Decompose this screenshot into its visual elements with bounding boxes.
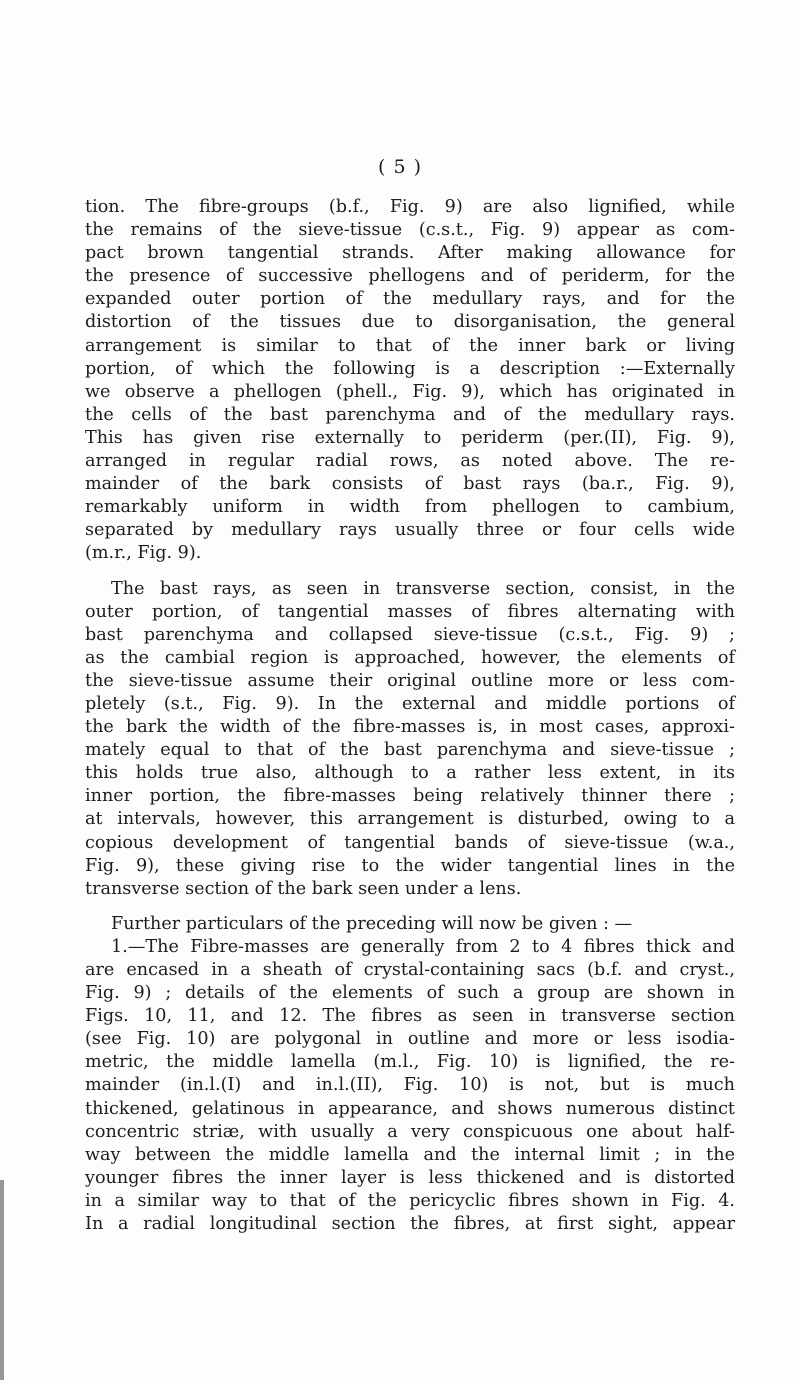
text-line: remarkably uniform in width from phellogen to cambium, <box>85 497 735 518</box>
paragraph-4 <box>85 936 735 1236</box>
text-line: 1.—The Fibre-masses are generally from 2 to 4 fibres thick and <box>111 936 735 957</box>
text-line: copious development of tangential bands of sieve-tissue (w.a., <box>85 832 735 853</box>
text-line: pletely (s.t., Fig. 9). In the external and middle portions of <box>85 693 735 714</box>
text-line: separated by medullary rays usually three or four cells wide <box>85 520 735 541</box>
text-line: Fig. 9) ; details of the elements of such a group are shown in <box>85 983 735 1004</box>
body-text <box>85 196 735 1236</box>
text-line: the cells of the bast parenchyma and of the medullary rays. <box>85 404 735 425</box>
text-line: arranged in regular radial rows, as noted above. The re- <box>85 451 735 472</box>
text-line: tion. The fibre-groups (b.f., Fig. 9) are also lignified, while <box>85 197 735 217</box>
text-line: bast parenchyma and collapsed sieve-tissue (c.s.t., Fig. 9) ; <box>85 624 735 645</box>
text-line: distortion of the tissues due to disorganisation, the general <box>85 312 735 333</box>
text-line: the bark the width of the fibre-masses is, in most cases, approxi- <box>85 717 735 738</box>
page-number: ( 5 ) <box>378 156 422 178</box>
text-line: younger fibres the inner layer is less thickened and is distorted <box>85 1167 735 1188</box>
text-line: arrangement is similar to that of the inner bark or living <box>85 335 735 356</box>
text-line: outer portion, of tangential masses of fibres alternating with <box>85 601 735 622</box>
text-line: as the cambial region is approached, however, the elements of <box>85 647 735 668</box>
scan-edge-mark <box>0 1180 4 1380</box>
text-line: In a radial longitudinal section the fibres, at first sight, appear <box>85 1214 735 1235</box>
paragraph-2 <box>85 578 735 901</box>
text-line: expanded outer portion of the medullary rays, and for the <box>85 289 735 310</box>
paragraph-1 <box>85 196 735 566</box>
text-line: the presence of successive phellogens and of periderm, for the <box>85 266 735 287</box>
text-line: inner portion, the fibre-masses being relatively thinner there ; <box>85 786 735 807</box>
text-line: (m.r., Fig. 9). <box>85 543 202 564</box>
text-line: thickened, gelatinous in appearance, and shows numerous distinct <box>85 1098 735 1119</box>
paragraph-3 <box>85 913 735 936</box>
text-line: Further particulars of the preceding will now be given : — <box>111 913 633 934</box>
text-line: transverse section of the bark seen under a lens. <box>85 878 522 899</box>
text-line: This has given rise externally to periderm (per.(II), Fig. 9), <box>85 427 735 448</box>
text-line: mainder of the bark consists of bast rays (ba.r., Fig. 9), <box>85 474 735 495</box>
text-line: the sieve-tissue assume their original outline more or less com- <box>85 670 735 691</box>
text-line: this holds true also, although to a rather less extent, in its <box>85 763 735 784</box>
text-line: Fig. 9), these giving rise to the wider tangential lines in the <box>85 855 735 876</box>
text-line: portion, of which the following is a description :—Externally <box>85 358 735 379</box>
text-line: in a similar way to that of the pericyclic fibres shown in Fig. 4. <box>85 1190 735 1211</box>
text-line: pact brown tangential strands. After making allowance for <box>85 243 735 264</box>
text-line: mately equal to that of the bast parenchyma and sieve-tissue ; <box>85 740 735 761</box>
text-line: Figs. 10, 11, and 12. The fibres as seen in transverse section <box>85 1006 735 1027</box>
text-line: metric, the middle lamella (m.l., Fig. 10) is lignified, the re- <box>85 1052 735 1073</box>
text-line: the remains of the sieve-tissue (c.s.t., Fig. 9) appear as com- <box>85 220 735 241</box>
text-line: way between the middle lamella and the internal limit ; in the <box>85 1144 735 1165</box>
text-line: The bast rays, as seen in transverse section, consist, in the <box>111 578 735 599</box>
text-line: concentric striæ, with usually a very conspicuous one about half- <box>85 1121 735 1142</box>
text-line: are encased in a sheath of crystal-containing sacs (b.f. and cryst., <box>85 960 735 980</box>
text-line: at intervals, however, this arrangement is disturbed, owing to a <box>85 809 735 830</box>
text-line: mainder (in.l.(I) and in.l.(II), Fig. 10) is not, but is much <box>85 1075 735 1096</box>
text-line: we observe a phellogen (phell., Fig. 9), which has originated in <box>85 381 735 402</box>
text-line: (see Fig. 10) are polygonal in outline and more or less isodia- <box>85 1029 735 1050</box>
